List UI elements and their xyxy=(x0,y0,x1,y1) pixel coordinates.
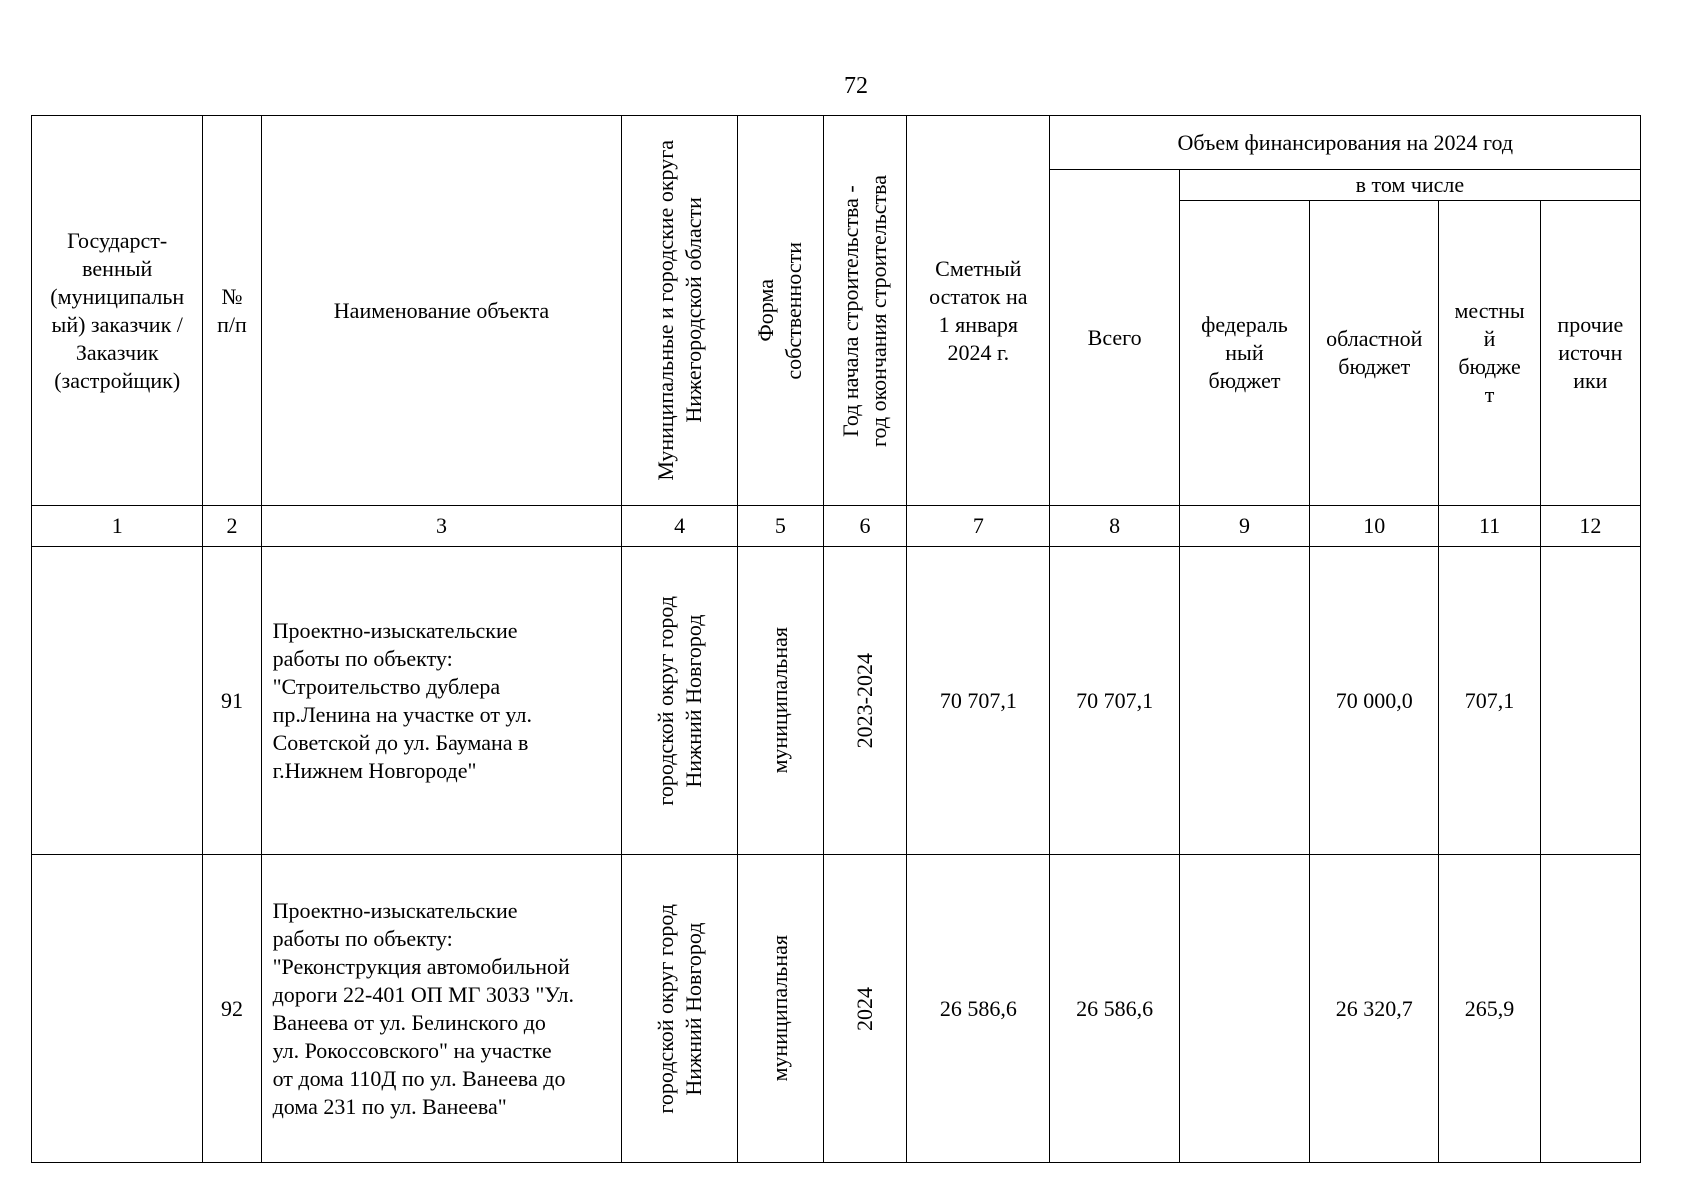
header-object-name: Наименование объекта xyxy=(261,116,622,506)
page-number: 72 xyxy=(844,73,868,99)
cell-customer xyxy=(32,547,203,855)
cell-local: 265,9 xyxy=(1439,855,1540,1163)
header-funding-group: Объем финансирования на 2024 год xyxy=(1050,116,1641,170)
cell-regional: 26 320,7 xyxy=(1310,855,1439,1163)
cell-federal xyxy=(1179,855,1309,1163)
header-estimated-balance: Сметный остаток на 1 января 2024 г. xyxy=(907,116,1050,506)
header-municipality-label: Муниципальные и городские округа Нижегородской области xyxy=(652,140,706,481)
cell-estimated-balance: 70 707,1 xyxy=(907,547,1050,855)
header-local: местны й бюдже т xyxy=(1439,201,1540,506)
cell-municipality-label: городской округ город Нижний Новгород xyxy=(652,595,706,806)
header-including: в том числе xyxy=(1179,170,1640,201)
cell-estimated-balance: 26 586,6 xyxy=(907,855,1050,1163)
cell-object-name: Проектно-изыскательские работы по объекту: "Реконструкция автомобильной дороги 22-401 ОП МГ 3033 "Ул. Ванеева от ул. Белинского до ул. Рокоссовского" на участке от дома 110Д по ул. Ванеева до дома 231 по ул. Ванеева" xyxy=(261,855,622,1163)
cell-municipality xyxy=(622,547,737,855)
column-number: 1 xyxy=(32,506,203,547)
header-years-label: Год начала строительства - год окончания строительства xyxy=(838,174,892,447)
cell-ownership-label: муниципальная xyxy=(767,627,793,774)
table-row xyxy=(32,855,1641,1163)
column-number: 4 xyxy=(622,506,737,547)
cell-years-label: 2024 xyxy=(852,986,878,1031)
column-number: 10 xyxy=(1310,506,1439,547)
column-number: 6 xyxy=(823,506,906,547)
cell-municipality-label: городской округ город Нижний Новгород xyxy=(652,903,706,1114)
header-total: Всего xyxy=(1050,170,1179,506)
cell-other xyxy=(1540,855,1640,1163)
header-municipality xyxy=(622,116,737,506)
header-other: прочие источн ики xyxy=(1540,201,1640,506)
cell-years-label: 2023-2024 xyxy=(852,652,878,749)
cell-regional: 70 000,0 xyxy=(1310,547,1439,855)
cell-ownership xyxy=(737,855,823,1163)
header-customer: Государст- венный (муниципальн ый) заказчик / Заказчик (застройщик) xyxy=(32,116,203,506)
cell-municipality xyxy=(622,855,737,1163)
cell-years xyxy=(823,855,906,1163)
budget-table xyxy=(31,115,1641,1163)
cell-federal xyxy=(1179,547,1309,855)
column-number: 11 xyxy=(1439,506,1540,547)
header-num: № п/п xyxy=(203,116,261,506)
cell-years xyxy=(823,547,906,855)
column-number: 9 xyxy=(1179,506,1309,547)
cell-total: 70 707,1 xyxy=(1050,547,1179,855)
table-row xyxy=(32,547,1641,855)
column-number-row xyxy=(32,506,1641,547)
cell-ownership xyxy=(737,547,823,855)
cell-object-name: Проектно-изыскательские работы по объекту: "Строительство дублера пр.Ленина на участке от ул. Советской до ул. Баумана в г.Нижнем Новгороде" xyxy=(261,547,622,855)
column-number: 5 xyxy=(737,506,823,547)
cell-ownership-label: муниципальная xyxy=(767,935,793,1082)
cell-customer xyxy=(32,855,203,1163)
header-regional: областной бюджет xyxy=(1310,201,1439,506)
column-number: 8 xyxy=(1050,506,1179,547)
column-number: 2 xyxy=(203,506,261,547)
column-number: 3 xyxy=(261,506,622,547)
column-number: 7 xyxy=(907,506,1050,547)
cell-local: 707,1 xyxy=(1439,547,1540,855)
header-years xyxy=(823,116,906,506)
cell-total: 26 586,6 xyxy=(1050,855,1179,1163)
cell-num: 92 xyxy=(203,855,261,1163)
cell-other xyxy=(1540,547,1640,855)
header-ownership-label: Форма собственности xyxy=(753,241,807,380)
cell-num: 91 xyxy=(203,547,261,855)
header-ownership xyxy=(737,116,823,506)
header-federal: федераль ный бюджет xyxy=(1179,201,1309,506)
column-number: 12 xyxy=(1540,506,1640,547)
